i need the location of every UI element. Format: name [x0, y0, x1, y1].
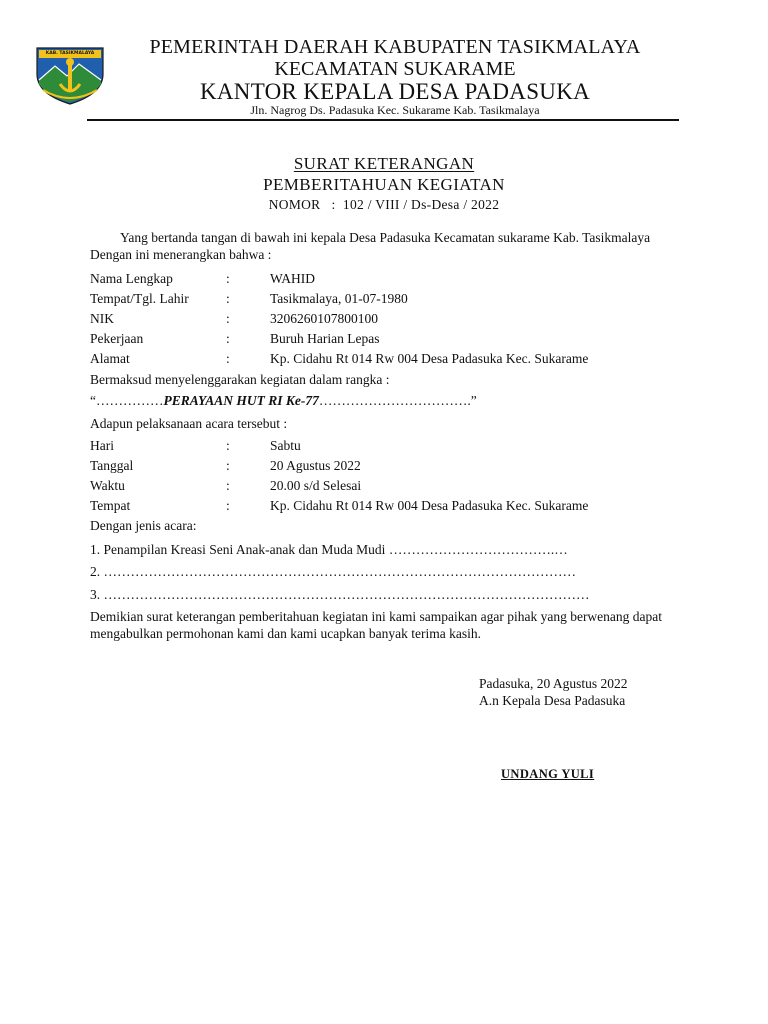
- schedule-colon: :: [226, 478, 230, 493]
- schedule-label: Tempat: [90, 498, 131, 513]
- regency-logo: [33, 40, 107, 106]
- person-label: Tempat/Tgl. Lahir: [90, 291, 189, 306]
- intro-paragraph: Yang bertanda tangan di bawah ini kepala Desa Padasuka Kecamatan sukarame Kab. Tasikmalaya Dengan ini menerangkan bahwa :: [90, 230, 651, 262]
- closing-paragraph: Demikian surat keterangan pemberitahuan kegiatan ini kami sampaikan agar pihak yang berwenang dapat mengabulkan permohonan kami dan kami ucapkan banyak terima kasih.: [90, 609, 663, 641]
- person-value: Buruh Harian Lepas: [270, 331, 380, 346]
- logo-banner-text: KAB. TASIKMALAYA: [45, 51, 95, 56]
- person-colon: :: [226, 331, 230, 346]
- header-office: KANTOR KEPALA DESA PADASUKA: [199, 79, 591, 104]
- letter-subtitle: PEMBERITAHUAN KEGIATAN: [263, 175, 505, 194]
- header-rule: [87, 119, 679, 121]
- person-colon: :: [226, 271, 230, 286]
- event-prefix: “……………: [90, 393, 164, 408]
- schedule-colon: :: [226, 458, 230, 473]
- header-address: Jln. Nagrog Ds. Padasuka Kec. Sukarame Kab. Tasikmalaya: [250, 103, 540, 117]
- header-government: PEMERINTAH DAERAH KABUPATEN TASIKMALAYA: [149, 36, 641, 58]
- schedule-value: Kp. Cidahu Rt 014 Rw 004 Desa Padasuka Kec. Sukarame: [270, 498, 589, 513]
- signatory-name: UNDANG YULI: [501, 767, 595, 781]
- program-item: 1. Penampilan Kreasi Seni Anak-anak dan Muda Mudi ……………………………….…: [90, 542, 568, 557]
- person-colon: :: [226, 291, 230, 306]
- event-suffix: …………………………….”: [318, 393, 477, 408]
- letter-number: NOMOR : 102 / VIII / Ds-Desa / 2022: [268, 197, 500, 212]
- schedule-label: Waktu: [90, 478, 125, 493]
- program-intro: Dengan jenis acara:: [90, 518, 197, 533]
- event-name: PERAYAAN HUT RI Ke-77: [163, 393, 319, 408]
- person-label: Pekerjaan: [90, 331, 144, 346]
- person-value: Kp. Cidahu Rt 014 Rw 004 Desa Padasuka Kec. Sukarame: [270, 351, 589, 366]
- schedule-label: Tanggal: [90, 458, 134, 473]
- schedule-intro: Adapun pelaksanaan acara tersebut :: [90, 416, 288, 431]
- person-value: Tasikmalaya, 01-07-1980: [270, 291, 408, 306]
- person-label: Alamat: [90, 351, 130, 366]
- schedule-label: Hari: [90, 438, 114, 453]
- signature-place-date: Padasuka, 20 Agustus 2022: [479, 676, 628, 691]
- program-item: 2. ……………………………………………………………………………………………: [90, 564, 576, 579]
- schedule-colon: :: [226, 438, 230, 453]
- header-district: KECAMATAN SUKARAME: [274, 58, 516, 80]
- purpose-intro: Bermaksud menyelenggarakan kegiatan dalam rangka :: [90, 372, 390, 387]
- person-value: 3206260107800100: [270, 311, 378, 326]
- person-colon: :: [226, 311, 230, 326]
- schedule-value: Sabtu: [270, 438, 301, 453]
- person-value: WAHID: [270, 271, 315, 286]
- schedule-value: 20.00 s/d Selesai: [270, 478, 362, 493]
- person-label: NIK: [90, 311, 114, 326]
- signature-role: A.n Kepala Desa Padasuka: [479, 693, 626, 708]
- program-item: 3. ………………………………………………………………………………………………: [90, 587, 590, 602]
- event-line: [90, 393, 477, 409]
- person-label: Nama Lengkap: [90, 271, 173, 286]
- person-colon: :: [226, 351, 230, 366]
- letter-title: SURAT KETERANGAN: [293, 154, 475, 173]
- schedule-colon: :: [226, 498, 230, 513]
- schedule-value: 20 Agustus 2022: [270, 458, 361, 473]
